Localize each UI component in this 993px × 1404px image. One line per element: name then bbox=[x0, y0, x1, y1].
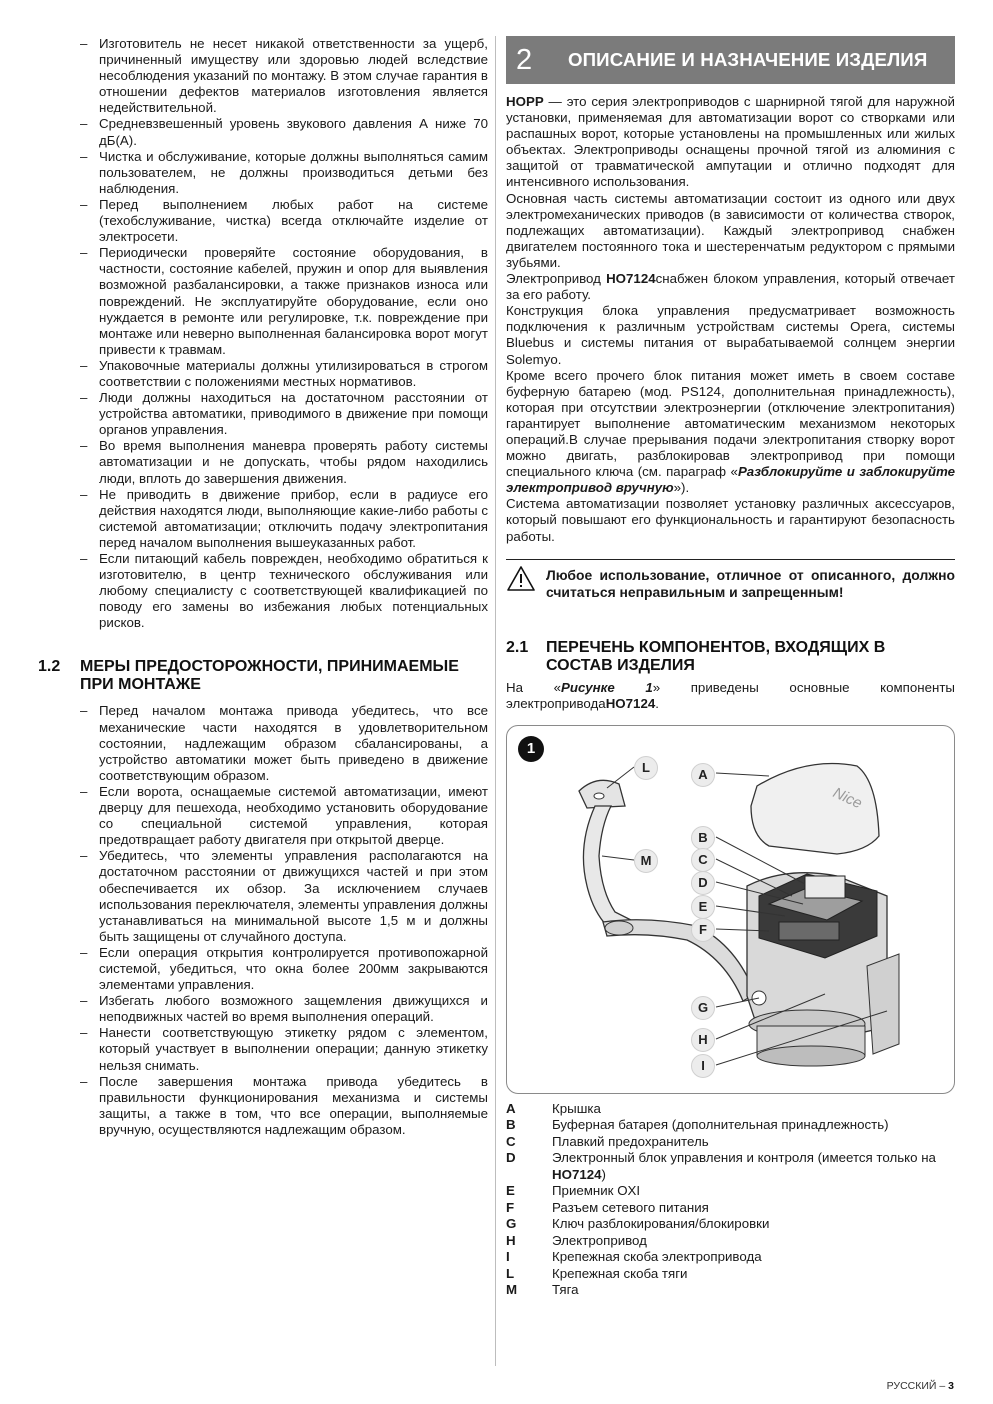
legend-text bbox=[552, 1150, 955, 1183]
label-l: L bbox=[634, 756, 658, 780]
list-item: – После завершения монтажа привода убедитесь в правильности функционирования механизма и системы защиты, а также в том, что все операции, выполняемые вручную, осуществляются надлежащим образом. bbox=[78, 1074, 488, 1138]
section-reference: Разблокируйте и заблокируйте электропривод вручную bbox=[506, 464, 955, 496]
legend-text: Разъем сетевого питания bbox=[552, 1199, 709, 1215]
component-illustration bbox=[507, 726, 954, 1093]
legend-key: I bbox=[506, 1249, 510, 1265]
figure-1 bbox=[506, 725, 955, 1094]
text: Кроме всего прочего блок питания может иметь в своем составе буферную батарею (мод. PS124, дополнительная принадлежность), которая при отсутствии электроэнергии (отключение электропитания) гарантирует выполнение автоматическим механизмом некоторых операций.В случае прерывания подачи электропитания створку ворот можно двигать, разблокировав электропривод при помощи специального ключа (см. параграф « bbox=[506, 367, 955, 480]
text: снабжен блоком управления, который отвечает за его работу. bbox=[506, 271, 955, 303]
legend-text: Плавкий предохранитель bbox=[552, 1133, 709, 1149]
label-m: M bbox=[634, 849, 658, 873]
legend-key: E bbox=[506, 1183, 515, 1199]
figure-number: 1 bbox=[518, 736, 544, 762]
section-number: 1.2 bbox=[38, 658, 61, 676]
legend-row bbox=[506, 1266, 955, 1283]
list-item: – Убедитесь, что элементы управления располагаются на достаточном расстоянии от движущихся частей и при этом обеспечивается их обзор. За исключением случаев использования переключателя, элементы управления должны устанавливаться на минимальной высоте 1,5 м и должны быть защищены от случайного доступа. bbox=[78, 848, 488, 945]
label-c: C bbox=[691, 848, 715, 872]
list-item: – Нанести соответствующую этикетку рядом с элементом, который участвует в выполнении операции; данную этикетку нельзя снимать. bbox=[78, 1025, 488, 1073]
list-item: – Если операция открытия контролируется противопожарной системой, убедиться, что окна более 200мм закрываются элементами управления. bbox=[78, 945, 488, 993]
list-item: – Чистка и обслуживание, которые должны выполняться самим пользователем, не должны производиться детьми без наблюдения. bbox=[78, 149, 488, 197]
legend-key: M bbox=[506, 1282, 518, 1298]
list-item: – Если ворота, оснащаемые системой автоматизации, имеют дверцу для пешехода, необходимо установить оборудование со специальной системой управления, которая предотвращает работу двигателя при открытой дверце. bbox=[78, 784, 488, 848]
legend-row bbox=[506, 1282, 955, 1299]
page-footer bbox=[887, 1380, 954, 1392]
installation-precautions-list bbox=[78, 703, 488, 1138]
text: На « bbox=[506, 679, 561, 695]
label-b: B bbox=[691, 826, 715, 850]
legend-row bbox=[506, 1101, 955, 1118]
section-heading-2-1 bbox=[506, 639, 955, 675]
label-h: H bbox=[691, 1028, 715, 1052]
label-a: A bbox=[691, 763, 715, 787]
legend-text: Буферная батарея (дополнительная принадлежность) bbox=[552, 1117, 889, 1133]
legend-text: Крепежная скоба электропривода bbox=[552, 1249, 762, 1265]
paragraph: Система автоматизации позволяет установку различных аксессуаров, который повышают его функциональность и гарантируют безопасность работы. bbox=[506, 496, 955, 544]
legend-text: Электропривод bbox=[552, 1232, 647, 1248]
chapter-number: 2 bbox=[516, 43, 533, 76]
legend-row bbox=[506, 1117, 955, 1134]
list-item: – Если питающий кабель поврежден, необходимо обратиться к изготовителю, в центр технического обслуживания или любому специалисту с соответствующей квалификацией по поводу его замены во избежания любых потенциальных рисков. bbox=[78, 551, 488, 631]
column-divider bbox=[495, 36, 496, 1366]
figure-intro bbox=[506, 680, 955, 712]
legend-key: G bbox=[506, 1216, 517, 1232]
legend-row bbox=[506, 1200, 955, 1217]
text: — это серия электроприводов с шарнирной тягой для наружной установки, применяемая для автоматизации ворот со створками или распашных ворот, которые установлены на промышленных или жилых объектах. Электроприводы оснащены прочной тягой из алюминия с защитой от травматической ампутации и отлично подходят для интенсивного использования. bbox=[506, 94, 955, 190]
footer-language: РУССКИЙ – bbox=[886, 1380, 949, 1392]
list-item: – Средневзвешенный уровень звукового давления А ниже 70 дБ(А). bbox=[78, 116, 488, 148]
legend-key: H bbox=[506, 1232, 516, 1248]
section-heading-1-2 bbox=[38, 658, 488, 694]
section-title: ПЕРЕЧЕНЬ КОМПОНЕНТОВ, ВХОДЯЩИХ В СОСТАВ ИЗДЕЛИЯ bbox=[546, 638, 886, 674]
label-d: D bbox=[691, 871, 715, 895]
text: . bbox=[655, 695, 659, 711]
safety-list bbox=[78, 36, 488, 631]
legend-key: L bbox=[506, 1265, 515, 1281]
label-i: I bbox=[691, 1054, 715, 1078]
section-title: МЕРЫ ПРЕДОСТОРОЖНОСТИ, ПРИНИМАЕМЫЕ ПРИ МОНТАЖЕ bbox=[80, 658, 459, 694]
legend-key: B bbox=[506, 1117, 516, 1133]
left-column bbox=[38, 36, 488, 1138]
right-column bbox=[506, 36, 955, 1299]
warning-box bbox=[506, 559, 955, 601]
section-number: 2.1 bbox=[506, 638, 529, 656]
list-item: – Во время выполнения маневра проверять работу системы автоматизации и не допускать, чтобы рядом находились люди, вплоть до завершения движения. bbox=[78, 438, 488, 486]
legend-key: D bbox=[506, 1150, 516, 1166]
list-item: – Перед началом монтажа привода убедитесь, что все механические части находятся в удовлетворительном состоянии, надлежащим образом сбалансированы, а устройство автоматики может быть приведено в движение соответствующим образом. bbox=[78, 703, 488, 783]
page-number: 3 bbox=[948, 1380, 954, 1392]
paragraph bbox=[506, 368, 955, 497]
text: Электропривод bbox=[506, 271, 607, 287]
legend-text: Ключ разблокирования/блокировки bbox=[552, 1216, 770, 1232]
list-item: – Не приводить в движение прибор, если в радиусе его действия находятся люди, выполняющие какие-либо работы с системой автоматизации; отключить подачу электропитания перед началом выполнения вышеуказанных работ. bbox=[78, 487, 488, 551]
legend-row bbox=[506, 1183, 955, 1200]
brand-logo: Nice bbox=[830, 784, 865, 813]
legend-text: Приемник OXI bbox=[552, 1183, 641, 1199]
legend-key: F bbox=[506, 1199, 515, 1215]
list-item: – Упаковочные материалы должны утилизироваться в строгом соответствии с положениями местных нормативов. bbox=[78, 358, 488, 390]
label-f: F bbox=[691, 918, 715, 942]
list-item: – Избегать любого возможного защемления движущихся и неподвижных частей во время выполнения операций. bbox=[78, 993, 488, 1025]
text: » приведены основные компоненты электропривода bbox=[506, 679, 955, 711]
legend-row bbox=[506, 1134, 955, 1151]
figure-reference: Рисунке 1 bbox=[560, 679, 653, 695]
list-item: – Люди должны находиться на достаточном расстоянии от устройства автоматики, приводимого в движение при помощи органов управления. bbox=[78, 390, 488, 438]
warning-text: Любое использование, отличное от описанного, должно считаться неправильным и запрещенным! bbox=[546, 566, 955, 600]
text: »). bbox=[673, 480, 690, 496]
list-item: – Периодически проверяйте состояние оборудования, в частности, состояние кабелей, пружин и опор для выявления возможной разбалансировки, а также признаков износа или повреждений. Не эксплуатируйте оборудование, если оно нуждается в ремонте или регулировке, т.к. повреждение при монтаже или неверно выполненная балансировка ворот могут привести к травмам. bbox=[78, 245, 488, 358]
description-text bbox=[506, 94, 955, 545]
legend-row bbox=[506, 1249, 955, 1266]
model-code: HO7124 bbox=[606, 271, 656, 287]
legend-text: Тяга bbox=[552, 1282, 579, 1298]
model-code: HO7124 bbox=[605, 695, 656, 711]
text: Электронный блок управления и контроля (имеется только на bbox=[552, 1150, 936, 1166]
legend-text: Крепежная скоба тяги bbox=[552, 1265, 688, 1281]
legend-key: C bbox=[506, 1133, 516, 1149]
paragraph bbox=[506, 271, 955, 303]
product-name: HOPP bbox=[506, 94, 544, 109]
label-e: E bbox=[691, 895, 715, 919]
list-item: – Перед выполнением любых работ на системе (техобслуживание, чистка) всегда отключайте изделие от электросети. bbox=[78, 197, 488, 245]
paragraph: Основная часть системы автоматизации состоит из одного или двух электромеханических приводов (в зависимости от количества створок, подлежащих автоматизации). Каждый электропривод снабжен двигателем постоянного тока и шестеренчатым редуктором с прямыми зубьями. bbox=[506, 190, 955, 270]
text: ) bbox=[601, 1166, 606, 1182]
legend-row bbox=[506, 1233, 955, 1250]
list-item: – Изготовитель не несет никакой ответственности за ущерб, причиненный имуществу или здоровью людей вследствие несоблюдения указаний по монтажу. В этом случае гарантия в отношении дефектов материалов изготовления является недействительной. bbox=[78, 36, 488, 116]
legend-row bbox=[506, 1216, 955, 1233]
legend-key: A bbox=[506, 1100, 516, 1116]
chapter-title: ОПИСАНИЕ И НАЗНАЧЕНИЕ ИЗДЕЛИЯ bbox=[568, 49, 928, 70]
model-code: HO7124 bbox=[552, 1166, 602, 1182]
legend-text: Крышка bbox=[552, 1100, 601, 1116]
chapter-banner bbox=[506, 36, 955, 84]
paragraph bbox=[506, 94, 955, 191]
label-g: G bbox=[691, 996, 715, 1020]
warning-icon bbox=[506, 565, 536, 592]
legend-row bbox=[506, 1150, 955, 1183]
paragraph: Конструкция блока управления предусматривает возможность подключения к различным устройствам системы Opera, системы Bluebus и системы питания от вырабатываемой солнцем энергии Solemyo. bbox=[506, 303, 955, 367]
figure-legend bbox=[506, 1101, 955, 1299]
